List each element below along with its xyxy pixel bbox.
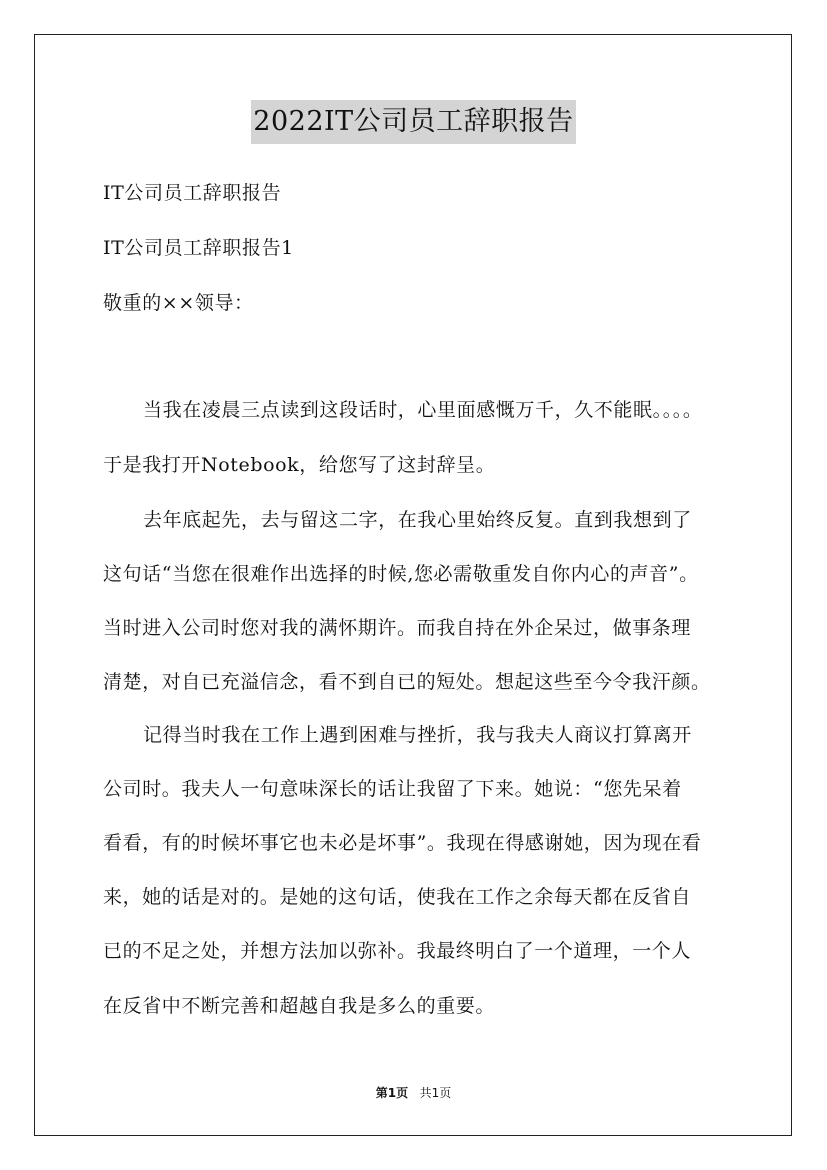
doc-subheading-line: IT公司员工辞职报告1 (103, 237, 294, 259)
paragraph-line: 已的不足之处，并想方法加以弥补。我最终明白了一个道理，一个人 (103, 940, 692, 962)
paragraph-line: 去年底起先，去与留这二字，在我心里始终反复。直到我想到了 (143, 509, 692, 531)
paragraph-line: 清楚，对自已充溢信念，看不到自已的短处。想起这些至今令我汗颜。 (103, 671, 711, 693)
page-total: 共1页 (419, 1086, 452, 1100)
paragraph-line: 当我在凌晨三点读到这段话时，心里面感慨万千，久不能眠。。。。 (143, 399, 703, 421)
paragraph-line: 于是我打开Notebook，给您写了这封辞呈。 (103, 454, 496, 476)
page-number: 第1页 (375, 1086, 409, 1100)
doc-heading-line: IT公司员工辞职报告 (103, 182, 282, 204)
paragraph-line: 在反省中不断完善和超越自我是多么的重要。 (103, 995, 496, 1017)
paragraph-line: 这句话“当您在很难作出选择的时候,您必需敬重发自你内心的声音”。 (103, 563, 699, 585)
paragraph-line: 记得当时我在工作上遇到困难与挫折，我与我夫人商议打算离开 (143, 724, 692, 746)
paragraph-line: 当时进入公司时您对我的满怀期许。而我自持在外企呆过，做事条理 (103, 617, 692, 639)
paragraph-line: 来，她的话是对的。是她的这句话，使我在工作之余每天都在反省自 (103, 886, 692, 908)
paragraph-line: 公司时。我夫人一句意味深长的话让我留了下来。她说：“您先呆着 (103, 778, 682, 800)
salutation-line: 敬重的××领导： (103, 292, 254, 314)
document-title: 2022IT公司员工辞职报告 (251, 100, 575, 144)
paragraph-line: 看看，有的时候坏事它也未必是坏事”。我现在得感谢她，因为现在看 (103, 832, 702, 854)
page-footer (0, 1084, 827, 1101)
document-title-container (0, 100, 827, 144)
